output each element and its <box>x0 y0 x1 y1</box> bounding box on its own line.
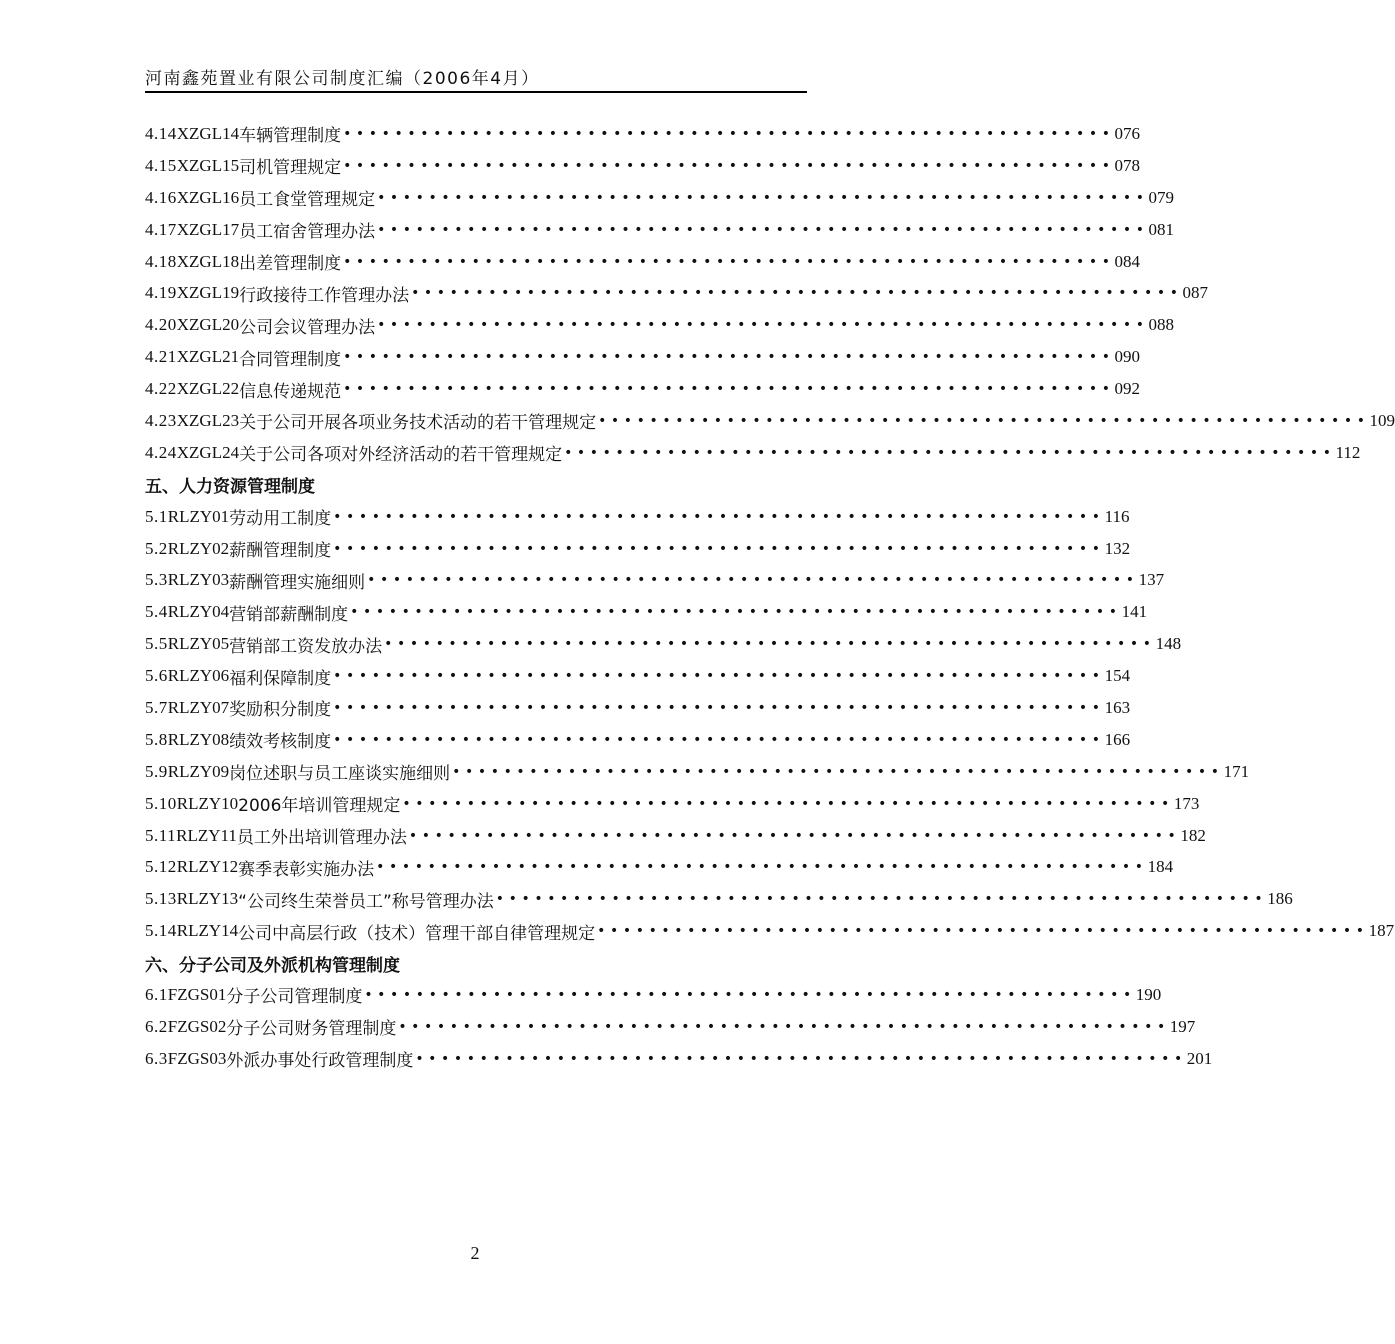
toc-entry-title: 信息传递规范 <box>239 381 342 402</box>
toc-entry-number: 6.3 <box>145 1048 168 1068</box>
toc-section-heading: 五、人力资源管理制度 <box>145 477 315 498</box>
toc-entry[interactable] <box>145 564 1165 596</box>
toc-entry-code: RLZY07 <box>167 697 230 717</box>
toc-entry[interactable] <box>145 214 1175 246</box>
toc-entry[interactable] <box>145 437 1361 469</box>
toc-entry-number: 4.17 <box>145 219 177 239</box>
toc-entry-code: RLZY02 <box>167 538 230 558</box>
toc-entry-page: 109 <box>1369 410 1395 430</box>
toc-dot-leader: •••••••••••••••••••••••••••••••••••••••••••••••••••••••••••• <box>343 253 1115 270</box>
toc-dot-leader: •••••••••••••••••••••••••••••••••••••••••••••••••••••••••••• <box>377 221 1149 238</box>
toc-entry[interactable] <box>145 851 1174 883</box>
toc-dot-leader: •••••••••••••••••••••••••••••••••••••••••••••••••••••••••••• <box>343 125 1115 142</box>
toc-entry-page: 076 <box>1114 123 1141 143</box>
toc-entry-page: 092 <box>1114 379 1141 399</box>
toc-entry-title: 岗位述职与员工座谈实施细则 <box>229 764 451 785</box>
toc-section-heading: 六、分子公司及外派机构管理制度 <box>145 955 400 976</box>
header-rule <box>145 91 807 93</box>
toc-entry-page: 173 <box>1173 793 1200 813</box>
toc-entry-number: 4.16 <box>145 187 177 207</box>
toc-entry-page: 166 <box>1104 729 1131 749</box>
toc-entry-code: XZGL18 <box>176 251 240 271</box>
toc-dot-leader: •••••••••••••••••••••••••••••••••••••••••••••••••••••••••••• <box>415 1050 1187 1067</box>
toc-entry-code: XZGL21 <box>176 347 240 367</box>
toc-entry-code: XZGL19 <box>176 283 240 303</box>
toc-entry-code: RLZY06 <box>167 666 230 686</box>
toc-entry-title: 营销部工资发放办法 <box>229 636 383 657</box>
toc-entry-page: 186 <box>1267 889 1293 909</box>
page-number: 2 <box>470 1243 480 1263</box>
toc-entry-code: RLZY12 <box>176 857 239 877</box>
toc-entry-page: 163 <box>1104 697 1131 717</box>
toc-entry-code: FZGS01 <box>167 984 227 1004</box>
toc-entry[interactable] <box>145 501 1130 533</box>
toc-dot-leader: •••••••••••••••••••••••••••••••••••••••••••••••••••••••••••• <box>411 285 1183 302</box>
toc-dot-leader: •••••••••••••••••••••••••••••••••••••••••••••••••••••••••••• <box>377 317 1149 334</box>
toc-dot-leader: •••••••••••••••••••••••••••••••••••••••••••••••••••••••••••• <box>343 349 1115 366</box>
toc-entry[interactable] <box>145 724 1131 756</box>
toc-entry-page: 171 <box>1223 761 1250 781</box>
toc-entry-code: XZGL23 <box>176 410 240 430</box>
toc-entry[interactable] <box>145 118 1141 150</box>
toc-entry-title: 营销部薪酬制度 <box>229 604 349 625</box>
toc-entry-page: 182 <box>1180 825 1206 845</box>
toc-entry-title: 车辆管理制度 <box>239 126 342 147</box>
toc-dot-leader: •••••••••••••••••••••••••••••••••••••••••••••••••••••••••••• <box>564 444 1336 461</box>
toc-entry-title: 绩效考核制度 <box>229 732 332 753</box>
toc-entry-code: XZGL22 <box>176 379 240 399</box>
toc-entry-title: 2006年培训管理规定 <box>238 796 401 817</box>
toc-entry[interactable] <box>145 788 1200 820</box>
toc-entry-title: 关于公司各项对外经济活动的若干管理规定 <box>239 445 563 466</box>
toc-entry-number: 4.18 <box>145 251 177 271</box>
toc-entry-number: 4.21 <box>145 347 177 367</box>
toc-entry-code: RLZY14 <box>176 921 239 941</box>
toc-entry-title: 奖励积分制度 <box>229 700 332 721</box>
toc-entry-code: RLZY04 <box>167 602 230 622</box>
toc-entry-number: 4.20 <box>145 315 177 335</box>
toc-entry-title: 薪酬管理制度 <box>229 541 332 562</box>
toc-entry-page: 190 <box>1135 984 1162 1004</box>
toc-entry-code: XZGL20 <box>176 315 240 335</box>
toc-entry[interactable] <box>145 277 1209 309</box>
toc-entry-number: 5.11 <box>145 825 177 845</box>
toc-entry-page: 116 <box>1104 506 1130 526</box>
toc-entry-number: 5.3 <box>145 570 168 590</box>
toc-dot-leader: •••••••••••••••••••••••••••••••••••••••••••••••••••••••••••• <box>333 699 1105 716</box>
toc-entry-title: 出差管理制度 <box>239 254 342 274</box>
toc-entry-number: 5.1 <box>145 506 168 526</box>
toc-entry-page: 078 <box>1114 155 1141 175</box>
toc-entry-title: 员工宿舍管理办法 <box>239 222 376 243</box>
toc-entry-page: 184 <box>1147 857 1174 877</box>
toc-entry[interactable] <box>145 1043 1213 1075</box>
toc-entry-title: 行政接待工作管理办法 <box>239 285 410 306</box>
toc-entry-page: 087 <box>1182 283 1209 303</box>
toc-entry[interactable] <box>145 533 1131 565</box>
toc-entry-title: 赛季表彰实施办法 <box>238 859 375 880</box>
toc-entry-number: 5.2 <box>145 538 168 558</box>
toc-dot-leader: •••••••••••••••••••••••••••••••••••••••••••••••••••••••••••• <box>495 891 1268 908</box>
toc-entry-number: 4.24 <box>145 442 177 462</box>
toc-entry-title: 关于公司开展各项业务技术活动的若干管理规定 <box>239 413 597 434</box>
toc-entry-code: XZGL17 <box>176 219 240 239</box>
toc-entry-page: 132 <box>1104 538 1131 558</box>
toc-entry-code: RLZY03 <box>167 570 230 590</box>
toc-entry[interactable] <box>145 405 1395 437</box>
toc-entry-title: 司机管理规定 <box>239 158 342 179</box>
toc-dot-leader: •••••••••••••••••••••••••••••••••••••••••••••••••••••••••••• <box>384 636 1156 653</box>
toc-entry-title: 分子公司管理制度 <box>226 987 363 1008</box>
toc-entry-page: 141 <box>1121 602 1148 622</box>
toc-entry-number: 5.4 <box>145 602 168 622</box>
toc-entry[interactable] <box>145 373 1141 405</box>
toc-dot-leader: •••••••••••••••••••••••••••••••••••••••••••••••••••••••••••• <box>598 412 1370 429</box>
toc-entry-number: 4.19 <box>145 283 177 303</box>
toc-dot-leader: •••••••••••••••••••••••••••••••••••••••••••••••••••••••••••• <box>402 795 1174 812</box>
toc-dot-leader: •••••••••••••••••••••••••••••••••••••••••••••••••••••••••••• <box>398 1018 1170 1035</box>
toc-entry-page: 090 <box>1114 347 1141 367</box>
toc-entry-page: 148 <box>1155 634 1182 654</box>
toc-entry[interactable] <box>145 756 1250 788</box>
toc-entry-number: 4.23 <box>145 410 177 430</box>
toc-entry-number: 5.8 <box>145 729 168 749</box>
toc-entry-title: 劳动用工制度 <box>229 509 332 530</box>
toc-entry-code: XZGL14 <box>176 123 240 143</box>
toc-entry-page: 088 <box>1148 315 1175 335</box>
toc-entry-page: 187 <box>1368 921 1395 941</box>
toc-entry-title: 分子公司财务管理制度 <box>226 1019 397 1040</box>
toc-dot-leader: •••••••••••••••••••••••••••••••••••••••••••••••••••••••••••• <box>333 540 1105 557</box>
toc-entry-title: 合同管理制度 <box>239 349 342 370</box>
toc-dot-leader: •••••••••••••••••••••••••••••••••••••••••••••••••••••••••••• <box>408 827 1181 844</box>
toc-entry-number: 5.7 <box>145 697 168 717</box>
toc-entry-code: RLZY13 <box>176 889 239 909</box>
toc-dot-leader: •••••••••••••••••••••••••••••••••••••••••••••••••••••••••••• <box>333 668 1105 685</box>
toc-entry-code: RLZY09 <box>167 761 230 781</box>
toc-entry-title: 公司中高层行政（技术）管理干部自律管理规定 <box>238 923 596 944</box>
toc-entry-title: 员工食堂管理规定 <box>239 190 376 211</box>
toc-entry-number: 5.12 <box>145 857 177 877</box>
toc-dot-leader: •••••••••••••••••••••••••••••••••••••••••••••••••••••••••••• <box>367 572 1139 589</box>
table-of-contents <box>145 118 1395 1075</box>
toc-dot-leader: •••••••••••••••••••••••••••••••••••••••••••••••••••••••••••• <box>597 923 1369 940</box>
toc-entry-page: 197 <box>1169 1016 1196 1036</box>
toc-entry[interactable] <box>145 309 1175 341</box>
toc-entry-code: RLZY11 <box>176 825 237 845</box>
toc-dot-leader: •••••••••••••••••••••••••••••••••••••••••••••••••••••••••••• <box>333 731 1105 748</box>
toc-entry-code: RLZY05 <box>167 634 230 654</box>
toc-entry-number: 6.1 <box>145 984 168 1004</box>
toc-entry-code: RLZY10 <box>176 793 239 813</box>
toc-entry-title: 福利保障制度 <box>229 668 332 689</box>
toc-entry-page: 154 <box>1104 666 1131 686</box>
toc-entry-page: 084 <box>1114 251 1141 271</box>
toc-entry[interactable] <box>145 979 1162 1011</box>
toc-entry-number: 4.15 <box>145 155 177 175</box>
toc-entry-title: 薪酬管理实施细则 <box>229 572 366 593</box>
toc-entry-page: 081 <box>1148 219 1175 239</box>
toc-entry-title: 外派办事处行政管理制度 <box>226 1051 414 1072</box>
toc-dot-leader: •••••••••••••••••••••••••••••••••••••••••••••••••••••••••••• <box>343 157 1115 174</box>
toc-entry-code: XZGL16 <box>176 187 240 207</box>
toc-entry-number: 5.5 <box>145 634 168 654</box>
toc-entry-number: 5.14 <box>145 921 177 941</box>
toc-entry[interactable] <box>145 596 1148 628</box>
toc-entry-code: FZGS03 <box>167 1048 227 1068</box>
toc-dot-leader: •••••••••••••••••••••••••••••••••••••••••••••••••••••••••••• <box>333 508 1105 525</box>
toc-entry-number: 5.9 <box>145 761 168 781</box>
toc-entry-number: 4.22 <box>145 379 177 399</box>
toc-entry[interactable] <box>145 915 1395 947</box>
toc-entry-page: 137 <box>1138 570 1165 590</box>
toc-entry-number: 5.10 <box>145 793 177 813</box>
toc-entry-code: XZGL24 <box>176 442 240 462</box>
toc-dot-leader: •••••••••••••••••••••••••••••••••••••••••••••••••••••••••••• <box>350 604 1122 621</box>
toc-entry-code: RLZY01 <box>167 506 230 526</box>
toc-entry-title: “公司终生荣誉员工”称号管理办法 <box>238 891 494 912</box>
toc-entry-page: 079 <box>1148 187 1175 207</box>
toc-entry-number: 5.6 <box>145 666 168 686</box>
toc-entry-code: FZGS02 <box>167 1016 227 1036</box>
toc-entry[interactable] <box>145 150 1141 182</box>
toc-entry-number: 4.14 <box>145 123 177 143</box>
toc-entry[interactable] <box>145 820 1206 852</box>
toc-entry-number: 5.13 <box>145 889 177 909</box>
toc-entry[interactable] <box>145 1011 1196 1043</box>
toc-dot-leader: •••••••••••••••••••••••••••••••••••••••••••••••••••••••••••• <box>376 859 1148 876</box>
toc-entry-code: XZGL15 <box>176 155 240 175</box>
toc-dot-leader: •••••••••••••••••••••••••••••••••••••••••••••••••••••••••••• <box>343 381 1115 398</box>
toc-entry-title: 公司会议管理办法 <box>239 317 376 338</box>
toc-dot-leader: •••••••••••••••••••••••••••••••••••••••••••••••••••••••••••• <box>452 763 1224 780</box>
toc-dot-leader: •••••••••••••••••••••••••••••••••••••••••••••••••••••••••••• <box>364 986 1136 1003</box>
toc-dot-leader: •••••••••••••••••••••••••••••••••••••••••••••••••••••••••••• <box>377 189 1149 206</box>
toc-entry[interactable] <box>145 628 1182 660</box>
toc-entry[interactable] <box>145 883 1293 915</box>
toc-entry-title: 员工外出培训管理办法 <box>236 828 407 849</box>
running-header: 河南鑫苑置业有限公司制度汇编（2006年4月） <box>145 69 540 89</box>
toc-entry-page: 201 <box>1186 1048 1213 1068</box>
toc-entry-code: RLZY08 <box>167 729 230 749</box>
toc-entry[interactable] <box>145 182 1175 214</box>
toc-entry[interactable] <box>145 341 1141 373</box>
toc-entry[interactable] <box>145 692 1131 724</box>
toc-entry[interactable] <box>145 660 1131 692</box>
toc-entry-page: 112 <box>1335 442 1361 462</box>
toc-entry[interactable] <box>145 246 1141 278</box>
toc-entry-number: 6.2 <box>145 1016 168 1036</box>
